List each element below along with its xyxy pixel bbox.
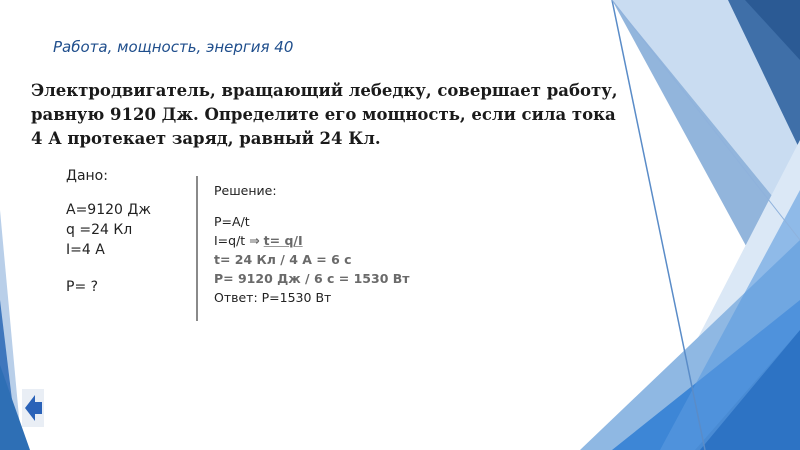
solution-block (214, 181, 410, 307)
formula-current: I=q/t (214, 233, 246, 248)
find-quantity: P= ? (66, 279, 99, 295)
problem-statement: Электродвигатель, вращающий лебедку, совершает работу, равную 9120 Дж. Определите его мощность, если сила тока 4 А протекает заряд, равный 24 Кл. (31, 81, 618, 148)
answer: Ответ: P=1530 Вт (214, 290, 332, 305)
given-line: A=9120 Дж (66, 202, 151, 218)
back-button[interactable] (22, 389, 44, 427)
given-line: q =24 Кл (66, 222, 133, 238)
formula-time: t= q/I (263, 233, 303, 248)
given-solution-divider (196, 176, 198, 321)
power-calculation: P= 9120 Дж / 6 с = 1530 Вт (214, 271, 410, 286)
formula-time-line (214, 231, 410, 250)
back-arrow-icon (22, 389, 44, 427)
time-calculation: t= 24 Кл / 4 А = 6 с (214, 252, 352, 267)
given-block (66, 166, 151, 297)
formula-power: P=A/t (214, 214, 250, 229)
implies-symbol: ⇒ (249, 233, 260, 248)
given-line: I=4 А (66, 242, 105, 258)
solution-heading: Решение: (214, 183, 277, 198)
given-heading: Дано: (66, 168, 108, 184)
slide-title: Работа, мощность, энергия 40 (53, 38, 294, 56)
